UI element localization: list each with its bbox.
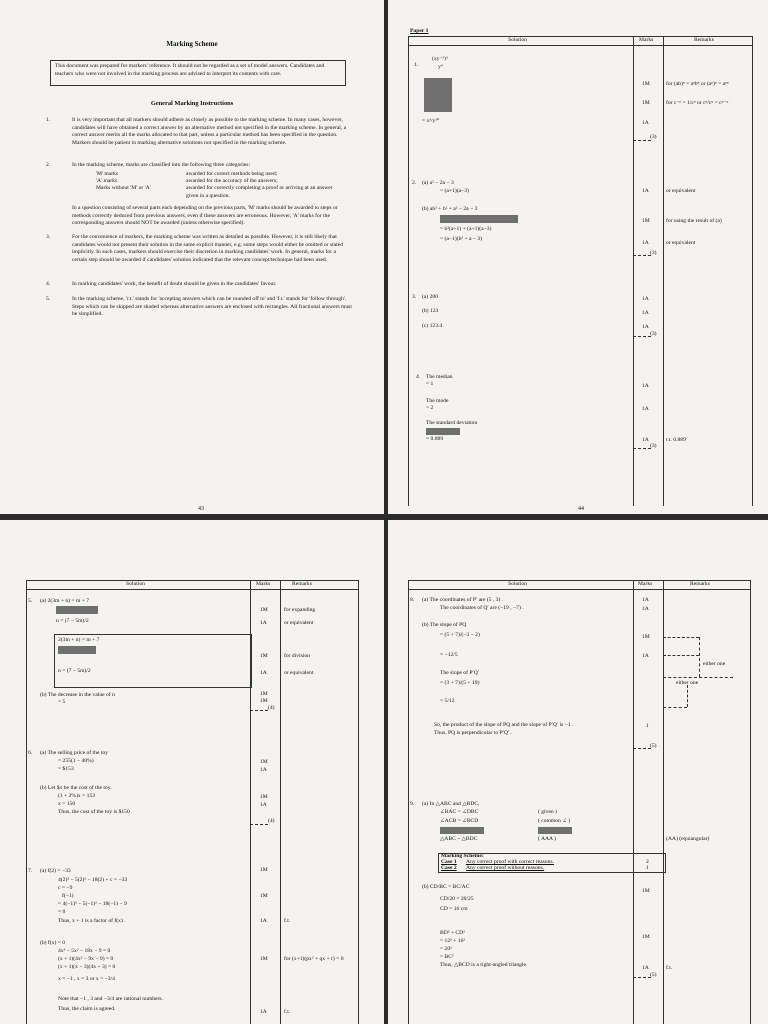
case-mark: 1	[646, 865, 649, 871]
solution-line: (a) The selling price of the toy	[40, 750, 108, 756]
category-name: Marks without 'M' or 'A'	[96, 185, 151, 191]
remark: or equivalent	[284, 620, 314, 626]
case-mark: 2	[646, 859, 649, 865]
solution-line: △ABC ~ △BDC	[440, 836, 478, 842]
solution-line: x = 150	[58, 801, 76, 807]
reason: ( common ∠ )	[538, 818, 571, 824]
solution-line: = b²(a+1) + (a+1)(a−3)	[440, 226, 492, 232]
shaded-step	[440, 215, 518, 223]
subtotal: (3)	[650, 134, 657, 140]
remark: for (ab)ⁿ = aⁿbⁿ or (aᵖ)ᵠ = aᵖᵠ	[666, 81, 729, 87]
solution-line: = $153	[58, 766, 74, 772]
mark: 1M	[260, 698, 268, 704]
paper-label: Paper 1	[410, 28, 429, 34]
question-number: 5.	[28, 598, 33, 604]
header-remarks: Remarks	[694, 37, 714, 43]
solution-line: = −12/5	[440, 652, 458, 658]
solution-line: Thus, the claim is agreed.	[58, 1006, 116, 1012]
mark: 1A	[260, 1009, 267, 1015]
solution-line: BD² + CD²	[440, 930, 465, 936]
item-text: In the marking scheme, marks are classified into the following three categories:	[72, 162, 251, 168]
subtotal: (4)	[268, 818, 275, 824]
solution-line: (a) The coordinates of P′ are (5 , 3) .	[422, 597, 504, 603]
case-name: Case 2	[441, 865, 457, 871]
subtotal: (3)	[650, 250, 657, 256]
category-name: 'A' marks	[96, 178, 118, 184]
mark: 1A	[642, 296, 649, 302]
question-number: 6.	[28, 750, 33, 756]
remark: f.t.	[284, 1009, 291, 1015]
remark: (AA) (equiangular)	[666, 836, 710, 842]
mark: 1A	[642, 406, 649, 412]
remark-either-one: either one	[676, 680, 699, 686]
header-solution: Solution	[508, 581, 527, 587]
remark: or equivalent	[666, 188, 696, 194]
mark: 1M	[642, 888, 650, 894]
solution-line: (b) The slope of PQ	[422, 622, 467, 628]
solution-line: CD = 16 cm	[440, 906, 468, 912]
page-44	[388, 0, 768, 514]
solution-line: = (a−1)(b² + a − 3)	[440, 236, 483, 242]
item2-note: In a question consisting of several parts each depending on the previous parts, 'M' marks should be awarded to steps or methods correctly deduced from previous answers, even if these answers are erroneous. However, 'A' marks for the corresponding answers should NOT be awarded (unless otherwise specified).	[72, 205, 338, 227]
item-num: 5.	[46, 296, 51, 302]
mark: 1A	[260, 670, 267, 676]
solution-line: (xy⁻²)³	[432, 56, 448, 62]
solution-line: (x + 1)(4x² − 9x − 9) = 0	[58, 956, 114, 962]
category-desc: awarded for correctly completing a proof or arriving at an answer given in a question.	[186, 185, 333, 199]
item-num: 2.	[46, 162, 51, 168]
mark: 1A	[642, 597, 649, 603]
page-number: 43	[198, 506, 204, 512]
mark: 1A	[642, 965, 649, 971]
remark: f.t.	[666, 965, 673, 971]
solution-line: = 4(−1)³ − 5(−1)² − 18(−1) − 9	[58, 901, 127, 907]
mark: 1A	[642, 324, 649, 330]
solution-line: (b) f(x) = 0	[40, 940, 66, 946]
header-remarks: Remarks	[292, 581, 312, 587]
reason: ( AAA )	[538, 836, 557, 842]
remark: r.t. 0.889	[666, 437, 686, 443]
header-marks: Marks	[639, 37, 654, 43]
remark: or equivalent	[284, 670, 314, 676]
page-solutions-5-7	[0, 520, 384, 1024]
solution-line: x = −1 , x = 3 or x = −3/4	[58, 976, 115, 982]
mark: 1M	[260, 759, 268, 765]
solution-line: = (a+1)(a−3)	[440, 188, 469, 194]
header-solution: Solution	[126, 581, 145, 587]
solution-line: = (5 + 7)/(−3 − 2)	[440, 632, 480, 638]
mark: 1	[646, 723, 649, 729]
mark: 1M	[260, 867, 268, 873]
header-solution: Solution	[508, 37, 527, 43]
solution-line: Note that −1 , 3 and −3/4 are rational numbers.	[58, 996, 163, 1002]
item-text: In the marking scheme, 'r.t.' stands for 'accepting answers which can be rounded off to' and 'f.t.' stands for 'follow through'. Steps which can be skipped are shaded whereas alternative answers are enclosed with rectangles. All fractional answers must be simplified.	[72, 296, 352, 318]
solution-line: = (3 + 7)/(5 + 19)	[440, 680, 480, 686]
gmi-title: General Marking Instructions	[150, 100, 234, 107]
solution-line: Thus, △BCD is a right-angled triangle.	[440, 962, 528, 968]
solution-line: ∠BAC = ∠DBC	[440, 809, 479, 815]
solution-line: (b) ab² + b² + a² − 2a − 3	[422, 206, 478, 212]
solution-line: = 2	[426, 405, 434, 411]
shaded-step	[440, 827, 484, 834]
solution-line: The slope of P′Q′	[440, 670, 479, 676]
mark: 1M	[642, 100, 650, 106]
page-number: 44	[578, 506, 584, 512]
mark: 1A	[642, 188, 649, 194]
shaded-step	[58, 646, 96, 654]
header-marks: Marks	[256, 581, 271, 587]
solution-line: The median	[426, 374, 453, 380]
mark: 1M	[642, 634, 650, 640]
marking-scheme-title: Marking Scheme:	[441, 853, 484, 859]
shaded-step	[424, 78, 452, 112]
solution-line: ∠ACB = ∠BCD	[440, 818, 479, 824]
mark: 1M	[642, 934, 650, 940]
subtotal: (5)	[650, 972, 657, 978]
question-number: 8.	[410, 597, 415, 603]
mark: 1A	[642, 437, 649, 443]
mark: 1A	[642, 120, 649, 126]
solution-line: = x³/y¹⁰	[422, 118, 440, 124]
mark: 1A	[260, 802, 267, 808]
page-43	[0, 0, 384, 514]
solution-line: = 5/12	[440, 698, 455, 704]
solution-line: The standard deviation	[426, 420, 478, 426]
mark: 1A	[260, 918, 267, 924]
subtotal: (3)	[650, 443, 657, 449]
solution-line: 4x³ − 5x² − 18x − 9 = 0	[58, 948, 111, 954]
subtotal: (5)	[650, 743, 657, 749]
question-number: 7.	[28, 868, 33, 874]
mark: 1A	[642, 653, 649, 659]
solution-line: (b) Let $x be the cost of the toy.	[40, 785, 112, 791]
solution-line: Thus, x + 1 is a factor of f(x) .	[58, 918, 126, 924]
item-text: It is very important that all markers should adhere as closely as possible to the marking scheme. In many cases, however, candidates will have obtained a correct answer by an alternative method not specified in the marking scheme. In general, a correct answer merits all the marks allocated to that part, unless a particular method has been specified in the question. Markers should be patient in marking alternative solutions not specified in the marking scheme.	[72, 117, 347, 146]
mark: 1A	[642, 240, 649, 246]
question-number: 4.	[416, 374, 421, 380]
mark: 1A	[642, 606, 649, 612]
shaded-step	[538, 827, 572, 834]
solution-line: (a) In △ABC and △BDC,	[422, 801, 480, 807]
mark: 1M	[260, 893, 268, 899]
remark: for c⁻ᵖ = 1/cᵖ or cᵖ/cᵠ = cᵖ⁻ᵠ	[666, 100, 729, 106]
solution-line: f(−1)	[62, 893, 74, 899]
notice-text: This document was prepared for markers' reference. It should not be regarded as a set of model answers. Candidates and teachers who were not involved in the marking process are advised to interpret its contents with care.	[55, 63, 325, 77]
header-marks: Marks	[638, 581, 653, 587]
solution-line: The mode	[426, 398, 449, 404]
mark: 1A	[260, 620, 267, 626]
solution-line: (x + 1)(x − 3)(4x + 3) = 0	[58, 964, 116, 970]
solution-line: n = (7 − 5m)/2	[56, 618, 89, 624]
solution-line: n = (7 − 5m)/2	[58, 668, 91, 674]
solution-line: (a) 2(3m + n) = m + 7	[40, 598, 90, 604]
doc-title: Marking Scheme	[166, 40, 218, 48]
case-name: Case 1	[441, 859, 457, 865]
mark: 1M	[260, 691, 268, 697]
mark: 1M	[260, 956, 268, 962]
question-number: 3.	[412, 294, 417, 300]
solution-line: 4(2)³ − 5(2)² − 18(2) + c = −33	[58, 877, 128, 883]
remark-either-one: either one	[703, 661, 726, 667]
notice-box	[50, 60, 346, 86]
mark: 1M	[642, 218, 650, 224]
item-text: For the convenience of markers, the marking scheme was written as detailed as possible. However, it is still likely that candidates would not present their solution in the same explicit manner, e.g. some steps would either be omitted or stated implicitly. In such cases, markers should exercise their discretion in marking candidates' work. In general, marks for a certain step should be awarded if candidates' solution indicated that the relevant concept/technique had been used.	[72, 234, 344, 263]
item-num: 1.	[46, 117, 51, 123]
solution-line: (a) 200	[422, 294, 438, 300]
shaded-step	[56, 606, 98, 614]
solution-line: = 5	[58, 699, 66, 705]
remark: for (x+1)(px² + qx + r) = 0	[284, 956, 344, 962]
category-desc: awarded for the accuracy of the answers;	[186, 178, 278, 184]
solution-line: The coordinates of Q′ are (−19 , −7) .	[440, 605, 524, 611]
mark: 1M	[260, 607, 268, 613]
question-number: 2.	[412, 180, 417, 186]
solution-line: Thus, PQ is perpendicular to P′Q′ .	[434, 730, 512, 736]
solution-line: (c) 123.4	[422, 323, 443, 329]
reason: ( given )	[538, 809, 557, 815]
header-remarks: Remarks	[690, 581, 710, 587]
solution-line: = 0	[58, 909, 66, 915]
item-text: In marking candidates' work, the benefit of doubt should be given in the candidates' favour.	[72, 281, 277, 287]
page-solutions-8-9	[388, 520, 768, 1024]
case-desc: Any correct proof with correct reasons.	[466, 859, 554, 865]
remark: for expanding	[284, 607, 316, 613]
solution-line: (a) a² − 2a − 3	[422, 180, 454, 186]
mark: 1A	[642, 310, 649, 316]
remark: f.t.	[284, 918, 291, 924]
solution-line: = 1	[426, 381, 434, 387]
solution-line: Thus, the cost of the toy is $150 .	[58, 809, 133, 815]
solution-line: (1 + 2%)x = 153	[58, 793, 96, 799]
solution-line: (a) f(2) = −33	[40, 868, 71, 874]
solution-line: = 0.889	[426, 436, 444, 442]
solution-line: = 255(1 − 40%)	[58, 758, 94, 764]
solution-line: 2(3m + n) = m + 7	[58, 637, 100, 643]
question-number: 9.	[410, 801, 415, 807]
solution-line: = BC²	[440, 954, 454, 960]
solution-line: = 20²	[440, 946, 452, 952]
solution-line: c = −9	[58, 885, 73, 891]
mark: 1M	[642, 81, 650, 87]
mark: 1A	[260, 767, 267, 773]
mark: 1M	[260, 794, 268, 800]
solution-line: (b) CD/BC = BC/AC	[422, 884, 470, 890]
solution-line: So, the product of the slope of PQ and the slope of P′Q′ is −1 .	[434, 722, 574, 728]
item-num: 3.	[46, 234, 51, 240]
solution-line: y⁴	[438, 64, 443, 70]
solution-line: CD/20 = 20/25	[440, 896, 474, 902]
category-desc: awarded for correct methods being used;	[186, 171, 278, 177]
remark: for using the result of (a)	[666, 218, 722, 224]
mark: 1A	[642, 383, 649, 389]
category-name: 'M' marks	[96, 171, 119, 177]
shaded-step	[426, 428, 460, 435]
remark: for division	[284, 653, 310, 659]
item-num: 4.	[46, 281, 51, 287]
mark: 1M	[260, 653, 268, 659]
subtotal: (4)	[268, 705, 275, 711]
question-number: 1.	[414, 62, 419, 68]
subtotal: (3)	[650, 331, 657, 337]
solution-line: (b) The decrease in the value of n	[40, 692, 115, 698]
case-desc: Any correct proof without reasons.	[466, 865, 545, 871]
solution-line: = 12² + 16²	[440, 938, 466, 944]
solution-line: (b) 123	[422, 308, 439, 314]
remark: or equivalent	[666, 240, 696, 246]
